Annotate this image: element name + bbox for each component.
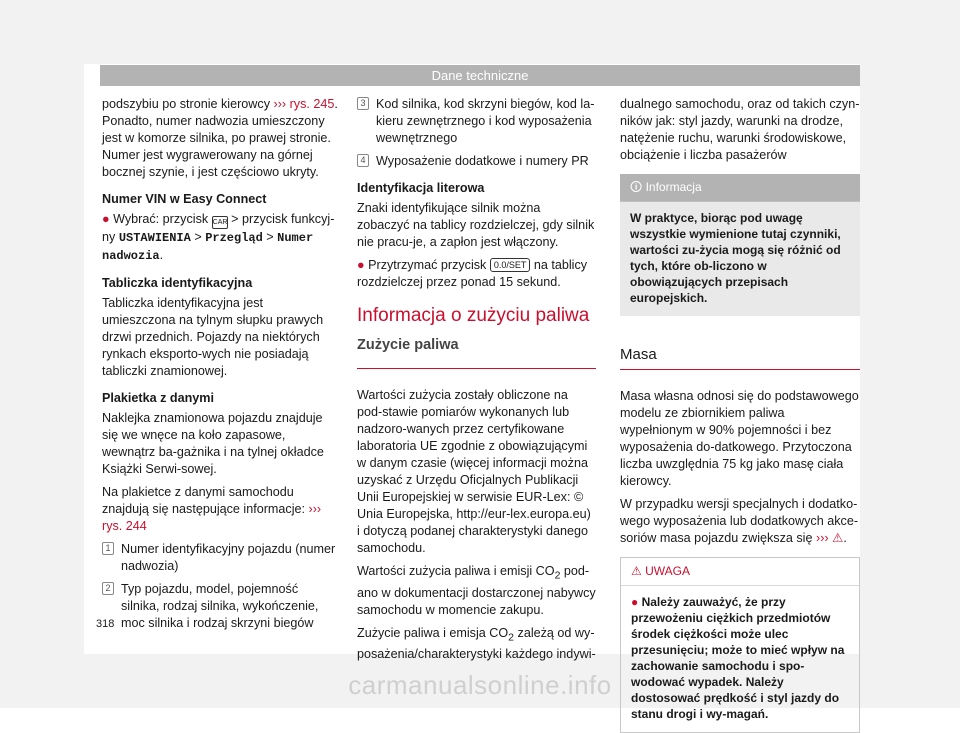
figure-link[interactable]: ››› rys. 244: [102, 502, 322, 533]
masa-paragraph: Masa własna odnosi się do podstawowego modelu ze zbiornikiem paliwa wypełnionym w 90% pojemności i bez wyposażenia do-datkowego. Przytoczona liczba uwzględnia 75 kg jako masę ciała kierowcy.: [620, 389, 859, 488]
bullet-icon: ●: [631, 595, 639, 609]
data-plate-text: Naklejka znamionowa pojazdu znajduje się we wnęce na koło zapasowe, wewnątrz ba-gażnika i na tylnej okładce Książki Serwi-sowej.: [102, 411, 324, 476]
info-icon: 🛈: [630, 180, 643, 194]
warning-triangle-icon: ⚠: [631, 564, 642, 578]
fuel-paragraph: [357, 563, 596, 619]
paragraph-text: podszybiu po stronie kierowcy: [102, 97, 270, 111]
data-plate-text-2: [102, 484, 338, 535]
figure-link[interactable]: ››› rys. 245: [273, 97, 335, 111]
bullet-icon: ●: [357, 258, 365, 272]
warning-label: UWAGA: [645, 564, 690, 578]
warning-box: [620, 557, 860, 733]
vin-step: [102, 211, 338, 265]
warning-link[interactable]: ›››: [816, 531, 829, 545]
list-item-text: Kod silnika, kod skrzyni biegów, kod la-kieru zewnętrznego i kod wyposażenia wewnętrznego: [376, 97, 595, 145]
list-item: [357, 153, 596, 170]
warning-text: Należy zauważyć, że przy przewożeniu ciężkich przedmiotów środek ciężkości może ulec przesunięciu; może to mieć wpływ na zachowanie samochodu i spo-wodować wypadek. Należy dostosować prędkość i styl jazdy do stanu drogi i wy-magań.: [631, 595, 845, 721]
info-box-header: [620, 174, 860, 202]
set-key-icon: 0.0/SET: [490, 258, 531, 272]
number-badge: 3: [357, 97, 369, 110]
paragraph: [102, 96, 338, 181]
column-1: [102, 96, 338, 638]
section-subtitle: Zużycie paliwa: [357, 337, 459, 353]
menu-item: Przegląd: [205, 231, 263, 245]
list-item-text: Wyposażenie dodatkowe i numery PR: [376, 154, 589, 168]
press-step: [357, 257, 596, 291]
fuel-paragraph: [357, 625, 596, 664]
paragraph-text: Wartości zużycia paliwa i emisji CO: [357, 564, 555, 578]
menu-separator: >: [266, 230, 274, 244]
letter-id-text: Znaki identyfikujące silnik można zobaczyć na tablicy rozdzielczej, gdy silnik nie pracu-je, a zapłon jest włączony.: [357, 201, 595, 249]
warning-box-body: [621, 586, 859, 732]
letter-id-heading: Identyfikacja literowa: [357, 181, 485, 195]
data-plate-heading: Plakietka z danymi: [102, 391, 214, 405]
step-end: .: [159, 248, 164, 262]
info-label: Informacja: [645, 180, 702, 194]
divider: [620, 369, 860, 370]
list-item: [102, 581, 338, 632]
column-3: [620, 96, 860, 733]
number-badge: 2: [102, 582, 114, 595]
bullet-icon: ●: [102, 212, 110, 226]
step-text: Przytrzymać przycisk: [368, 258, 487, 272]
section-title: Informacja o zużyciu paliwa: [357, 305, 590, 326]
page-number: 318: [96, 618, 115, 630]
info-box: [620, 174, 860, 316]
divider: [357, 368, 596, 369]
info-box-body: W praktyce, biorąc pod uwagę wszystkie wymienione tutaj czynniki, wartości zu-życia mogą się różnić od tych, które ob-liczono w obowiązujących przepisach europejskich.: [620, 202, 860, 316]
paragraph-text: . Ponadto, numer nadwozia umieszczony jest w komorze silnika, po prawej stronie. Numer jest wygrawerowany na górnej bocznej szynie, i jest częściowo ukryty.: [102, 97, 338, 179]
step-text: > przycisk funkcyj-ny: [102, 212, 335, 244]
warning-box-header: [621, 558, 859, 586]
plate-heading: Tabliczka identyfikacyjna: [102, 276, 253, 290]
masa-paragraph: [620, 496, 860, 547]
masa-title: Masa: [620, 346, 657, 363]
paragraph-text: pod-ano w dokumentacji dostarczonej nabywcy samochodu w momencie zakupu.: [357, 564, 596, 617]
number-badge: 4: [357, 154, 369, 167]
paragraph-end: .: [843, 531, 847, 545]
list-item: [102, 541, 338, 575]
paragraph-text: Zużycie paliwa i emisja CO: [357, 625, 509, 640]
subscript: 2: [554, 569, 561, 582]
list-item-text: Typ pojazdu, model, pojemność silnika, rodzaj silnika, wykończenie, moc silnika i rodzaj skrzyni biegów: [121, 582, 319, 630]
step-text: Wybrać: przycisk: [113, 212, 209, 226]
section-header: Dane techniczne: [100, 65, 860, 86]
column-2: [357, 96, 596, 669]
menu-item: Numer nadwozia: [102, 231, 314, 263]
list-item: [357, 96, 596, 147]
step-text: na tablicy rozdzielczej przez ponad 15 sekund.: [357, 258, 588, 289]
number-badge: 1: [102, 542, 114, 555]
menu-separator: >: [194, 230, 202, 244]
paragraph-text: zależą od wy-posażenia/charakterystyki każdego indywi-: [357, 625, 596, 662]
plate-text: Tabliczka identyfikacyjna jest umieszczona na tylnym słupku prawych drzwi przednich. Pojazdy na niektórych rynkach eksporto-wych nie posiadają tabliczki znamionowej.: [102, 296, 324, 378]
vin-heading: Numer VIN w Easy Connect: [102, 192, 267, 206]
continued-text: dualnego samochodu, oraz od takich czyn-ników jak: styl jazdy, warunki na drodze, natężenie ruchu, warunki środowiskowe, obciążenie i liczba pasażerów: [620, 97, 860, 162]
car-key-icon: CAR: [212, 216, 228, 229]
list-item-text: Numer identyfikacyjny pojazdu (numer nadwozia): [121, 542, 336, 573]
menu-item: USTAWIENIA: [118, 231, 191, 245]
warning-triangle-icon: ⚠: [832, 531, 844, 545]
fuel-paragraph: Wartości zużycia zostały obliczone na pod-stawie pomiarów wykonanych lub nadzoro-wanych przez certyfikowane laboratoria UE zgodnie z obowiązującymi w danym czasie (więcej informacji można uzyskać z Urzędu Oficjalnych Publikacji Unii Europejskiej w serwisie EUR-Lex: © Unia Europejska, http://eur-lex.europa.eu) i dotyczą podanej charakterystyki danego samochodu.: [357, 388, 591, 555]
watermark: carmanualsonline.info: [348, 670, 612, 700]
subscript: 2: [508, 631, 515, 644]
paragraph-text: W przypadku wersji specjalnych i dodatko-wego wyposażenia lub dodatkowych akce-soriów masa pojazdu zwiększa się: [620, 497, 859, 545]
paragraph-text: Na plakietce z danymi samochodu znajdują się następujące informacje:: [102, 485, 306, 516]
